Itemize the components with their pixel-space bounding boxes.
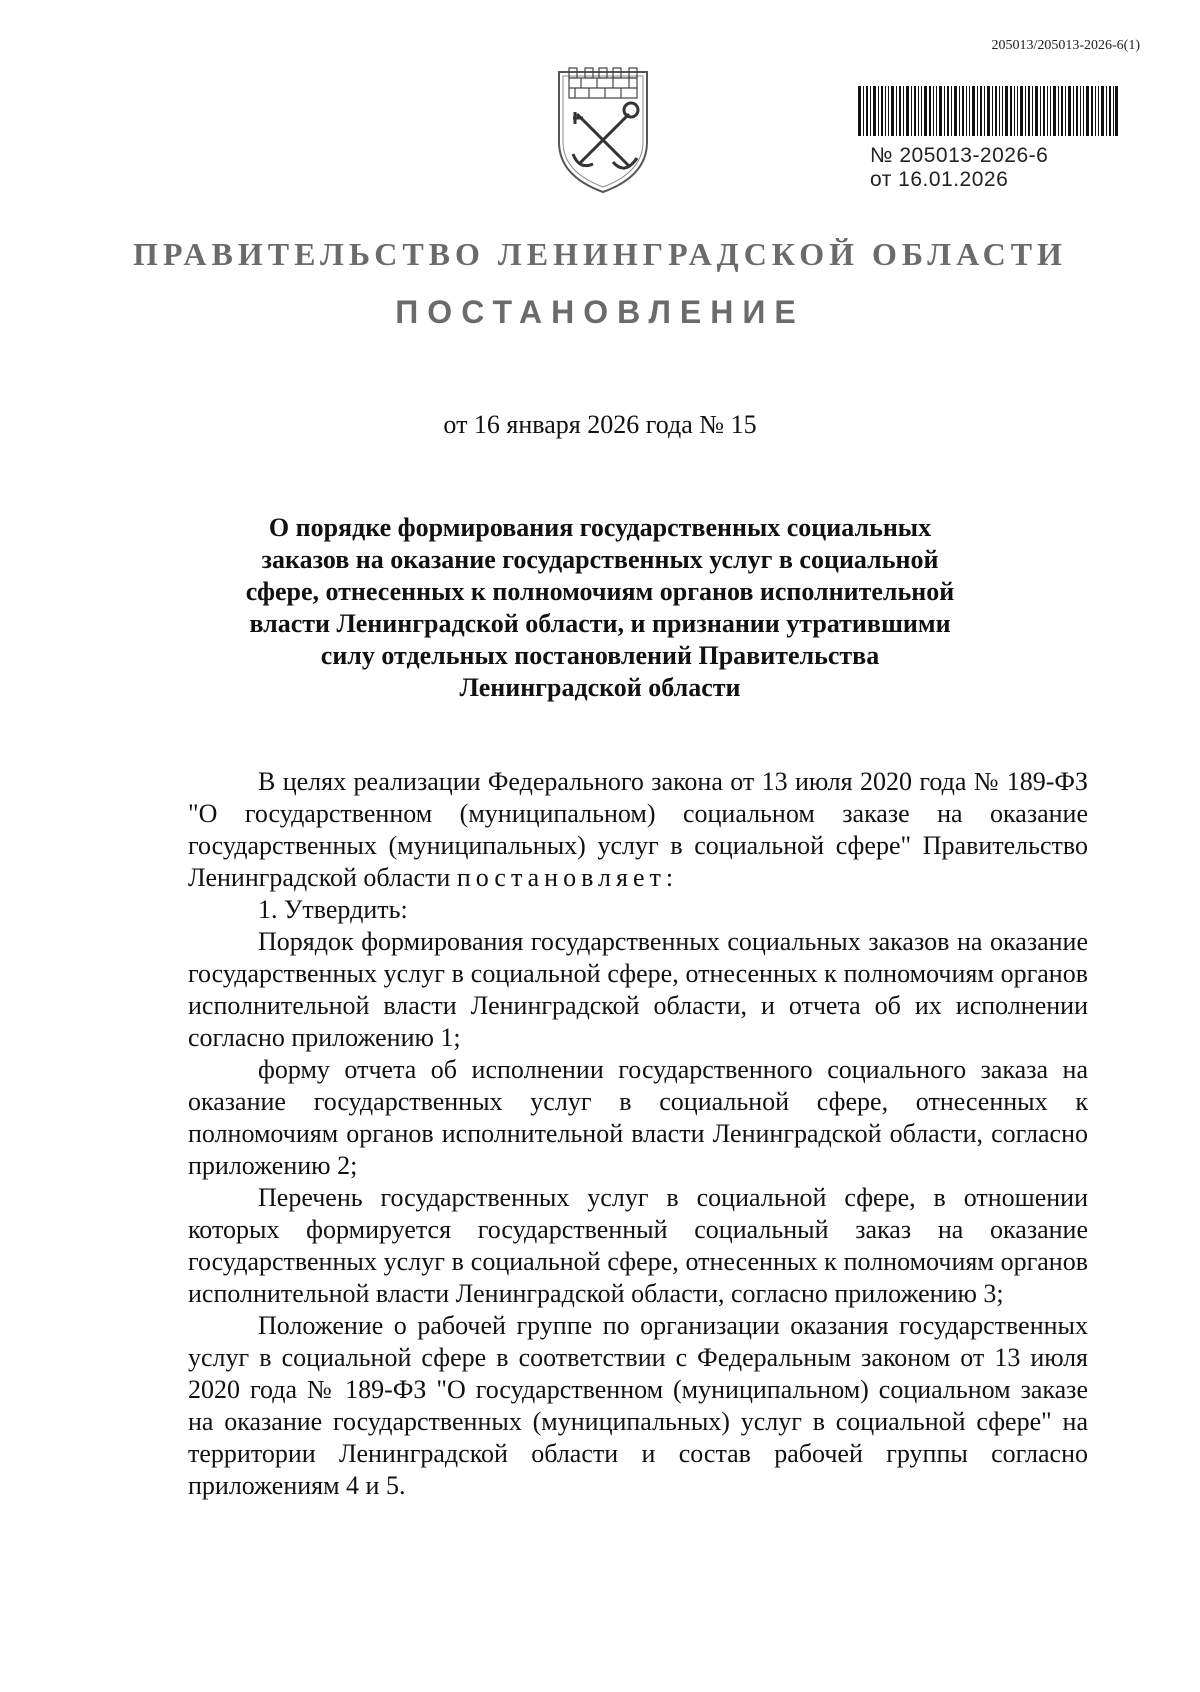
document-type: ПОСТАНОВЛЕНИЕ <box>395 294 805 330</box>
registration-number: № 205013-2026-6 <box>870 144 1049 167</box>
authority-title: ПРАВИТЕЛЬСТВО ЛЕНИНГРАДСКОЙ ОБЛАСТИ <box>133 236 1067 272</box>
decree-heading: О порядке формирования государственных социальных заказов на оказание государственных услуг в социальной сфере, отнесенных к полномочиям органов исполнительной власти Ленинградской области, и признании утратившими силу отдельных постановлений Правительства Ленинградской области <box>245 513 955 702</box>
intro-decree-word: постановляет: <box>456 863 679 892</box>
document-id: 205013/205013-2026-6(1) <box>991 38 1140 53</box>
registration-date: от 16.01.2026 <box>870 168 1009 191</box>
coat-of-arms-emblem <box>553 58 653 196</box>
paragraph-order: Порядок формирования государственных социальных заказов на оказание государственных услуг в социальной сфере, отнесенных к полномочиям органов исполнительной власти Ленинградской области, и отчета об их исполнении согласно приложению 1; <box>188 927 1088 1052</box>
item-1: 1. Утвердить: <box>258 895 408 924</box>
intro-text: В целях реализации Федерального закона от 13 июля 2020 года № 189-ФЗ "О государственном (муниципальном) социальном заказе на оказание государственных (муниципальных) услуг в социальной сфере" Правительство Ленинградской области <box>188 767 1088 892</box>
paragraph-report-form: форму отчета об исполнении государственного социального заказа на оказание государственных услуг в социальной сфере, отнесенных к полномочиям органов исполнительной власти Ленинградской области, согласно приложению 2; <box>188 1055 1088 1180</box>
decree-date-number: от 16 января 2026 года № 15 <box>443 410 757 439</box>
decree-body <box>188 766 1088 1502</box>
intro-paragraph <box>188 766 1088 894</box>
paragraph-working-group: Положение о рабочей группе по организации оказания государственных услуг в социальной сфере в соответствии с Федеральным законом от 13 июля 2020 года № 189-ФЗ "О государственном (муниципальном) социальном заказе на оказание государственных (муниципальных) услуг в социальной сфере" на территории Ленинградской области и состав рабочей группы согласно приложениям 4 и 5. <box>188 1311 1088 1500</box>
barcode <box>858 86 1118 136</box>
paragraph-services-list: Перечень государственных услуг в социальной сфере, в отношении которых формируется государственный социальный заказ на оказание государственных услуг в социальной сфере, отнесенных к полномочиям органов исполнительной власти Ленинградской области, согласно приложению 3; <box>188 1183 1088 1308</box>
